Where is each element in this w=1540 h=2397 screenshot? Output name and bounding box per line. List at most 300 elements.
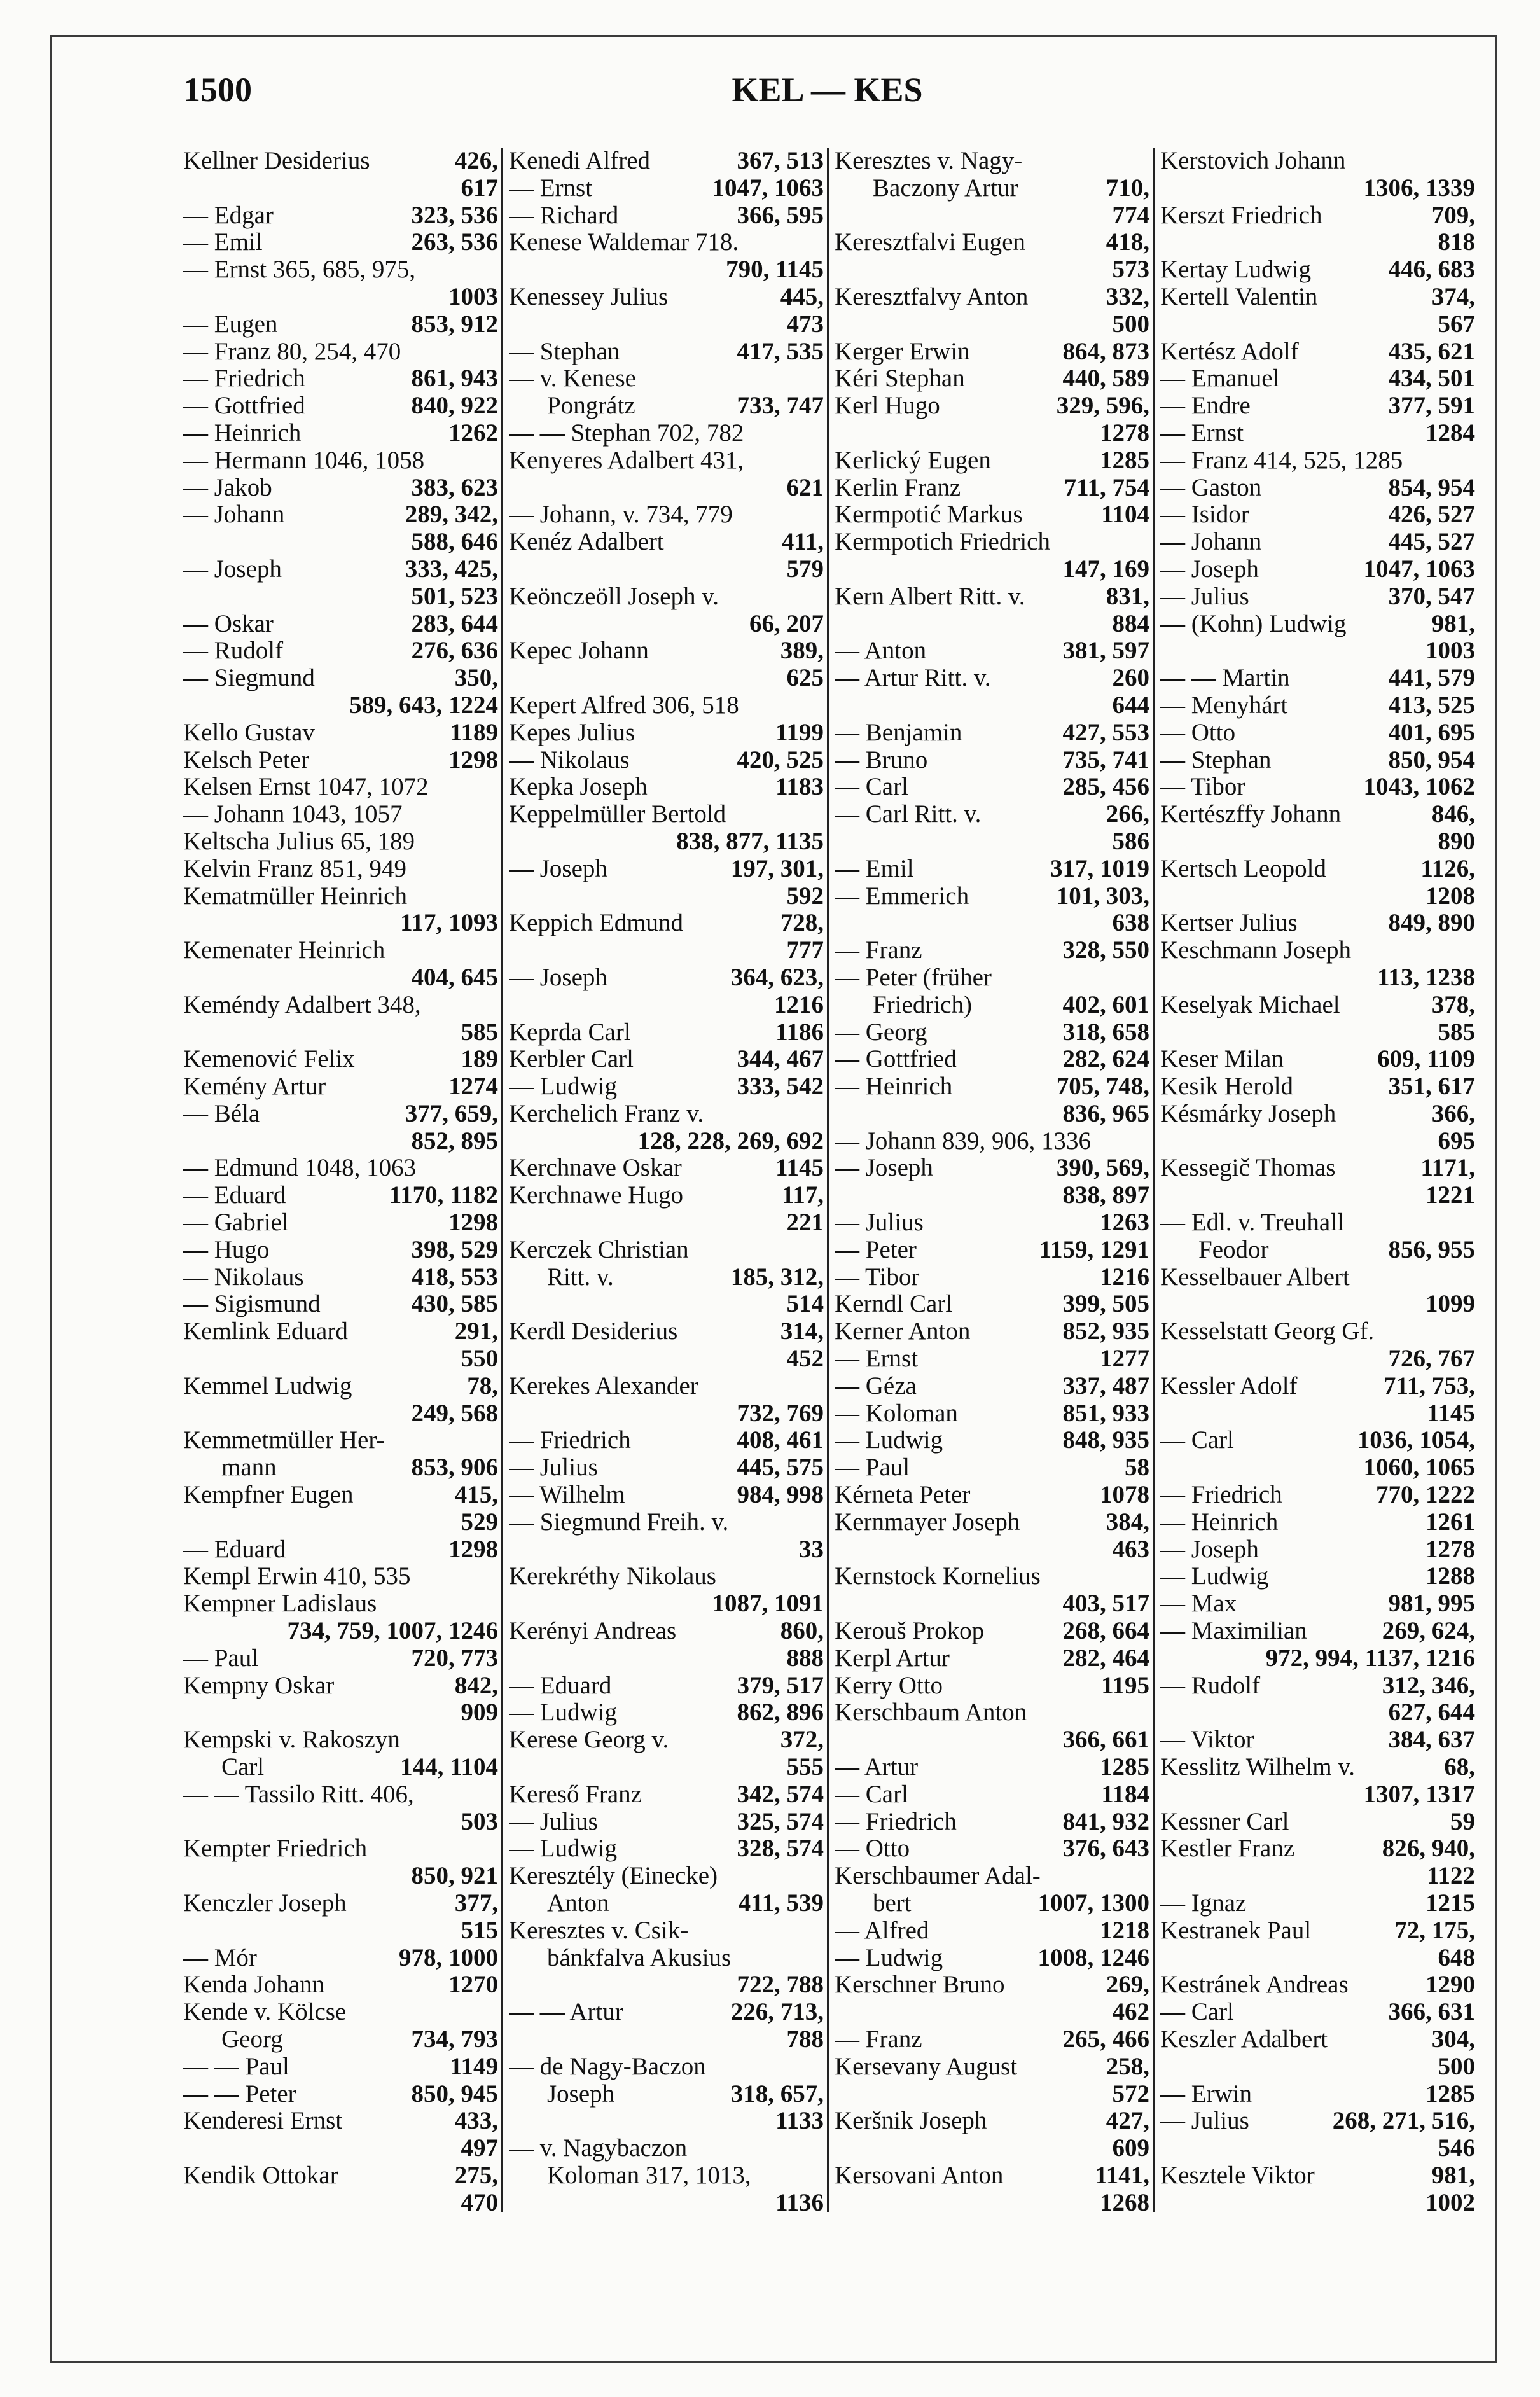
entry-name: — Paul — [835, 1454, 910, 1482]
index-entry — [183, 256, 498, 284]
index-entry — [183, 393, 498, 420]
index-entry — [183, 2026, 498, 2053]
index-continuation-line — [1160, 1400, 1475, 1428]
page-references: 1047, 1063 — [712, 174, 824, 202]
index-entry — [1160, 1999, 1475, 2026]
index-entry — [1160, 338, 1475, 366]
entry-name: Kemlink Eduard — [183, 1317, 348, 1345]
entry-name: — Franz 80, 254, 470 — [183, 337, 401, 365]
page-references: 1288 — [1426, 1562, 1475, 1590]
index-entry — [183, 2081, 498, 2108]
page-references: 318, 658 — [1062, 1018, 1149, 1046]
index-entry — [835, 1945, 1149, 1972]
page-references: 452 — [786, 1345, 824, 1373]
page-references: 323, 536 — [411, 201, 498, 229]
entry-name: — Ludwig — [509, 1699, 618, 1727]
entry-name: Kemmetmüller Her- — [183, 1426, 385, 1454]
entry-name: Kerekréthy Nikolaus — [509, 1562, 716, 1590]
index-entry — [183, 1454, 498, 1482]
index-continuation-line — [183, 529, 498, 556]
index-entry — [183, 1999, 498, 2026]
entry-name: — Gottfried — [835, 1045, 957, 1073]
entry-name: — — Stephan 702, 782 — [509, 419, 744, 447]
entry-name: Kesztele Viktor — [1160, 2161, 1315, 2189]
entry-name: Keselyak Michael — [1160, 990, 1340, 1018]
entry-name: — Georg — [835, 1018, 927, 1046]
page-references: 404, 645 — [411, 963, 498, 991]
entry-name: — Edmund 1048, 1063 — [183, 1154, 417, 1182]
page-references: 856, 955 — [1388, 1235, 1475, 1263]
entry-name: Kesik Herold — [1160, 1073, 1294, 1101]
page-references: 972, 994, 1137, 1216 — [1265, 1644, 1475, 1672]
page-references: 853, 912 — [411, 310, 498, 338]
page-references: 389, — [780, 637, 824, 665]
page-references: 826, 940, — [1382, 1835, 1475, 1863]
entry-name: — Ludwig — [509, 1073, 618, 1101]
index-continuation-line — [835, 256, 1149, 284]
index-entry — [509, 856, 824, 883]
page-references: 734, 759, 1007, 1246 — [287, 1617, 498, 1645]
entry-name: — Rudolf — [1160, 1671, 1261, 1699]
page-references: 1298 — [448, 1535, 498, 1563]
entry-name: — Ernst 365, 685, 975, — [183, 256, 416, 284]
page-references: 366, 631 — [1388, 1998, 1475, 2026]
page-references: 497 — [461, 2134, 498, 2162]
page-references: 59 — [1450, 1807, 1475, 1835]
index-entry — [835, 338, 1149, 366]
index-entry — [835, 719, 1149, 747]
index-entry — [509, 1618, 824, 1645]
entry-name: — Friedrich — [1160, 1481, 1282, 1509]
entry-name: — v. Nagybaczon — [509, 2134, 688, 2162]
index-continuation-line — [1160, 2053, 1475, 2081]
index-entry — [183, 148, 498, 175]
page-references: 366, — [1431, 1099, 1475, 1127]
index-continuation-line — [509, 311, 824, 338]
entry-name: Kerényi Andreas — [509, 1617, 677, 1645]
page-references: 1278 — [1426, 1535, 1475, 1563]
index-entry — [1160, 692, 1475, 719]
index-entry — [183, 311, 498, 338]
page-references: 890 — [1438, 827, 1475, 855]
index-entry — [509, 148, 824, 175]
index-entry — [835, 1373, 1149, 1400]
page-references: 861, 943 — [411, 365, 498, 393]
index-entry — [183, 937, 498, 964]
entry-name: — Hugo — [183, 1235, 270, 1263]
entry-name: — Friedrich — [183, 365, 305, 393]
entry-name: — Ludwig — [835, 1426, 943, 1454]
entry-name: Kerner Anton — [835, 1317, 971, 1345]
index-continuation-line — [1160, 883, 1475, 910]
page-references: 1208 — [1426, 882, 1475, 910]
page-references: 378, — [1431, 990, 1475, 1018]
entry-name: Kerl Hugo — [835, 392, 940, 420]
entry-name: — Julius — [1160, 2107, 1249, 2135]
page-references: 1002 — [1426, 2188, 1475, 2215]
entry-name: — Stephan — [509, 337, 620, 365]
entry-name: — Emmerich — [835, 882, 969, 910]
index-continuation-line — [835, 1182, 1149, 1209]
page-references: 351, 617 — [1388, 1073, 1475, 1101]
index-column-2 — [509, 148, 824, 2215]
entry-name: Kessner Carl — [1160, 1807, 1289, 1835]
page-references: 381, 597 — [1062, 637, 1149, 665]
index-entry — [183, 611, 498, 638]
page-references: 981, — [1431, 2161, 1475, 2189]
entry-name: mann — [221, 1454, 277, 1482]
page-references: 1186 — [775, 1018, 824, 1046]
entry-name: — Rudolf — [183, 637, 284, 665]
page-references: 846, — [1431, 800, 1475, 828]
index-entry — [835, 801, 1149, 828]
entry-name: Kesslitz Wilhelm v. — [1160, 1753, 1356, 1781]
page-references: 366, 661 — [1062, 1726, 1149, 1754]
entry-name: — Siegmund Freih. v. — [509, 1508, 729, 1536]
index-entry — [835, 1863, 1149, 1890]
index-continuation-line — [1160, 1945, 1475, 1972]
index-entry — [835, 175, 1149, 202]
index-entry — [183, 665, 498, 692]
page-references: 1284 — [1426, 419, 1475, 447]
page-references: 1298 — [448, 1209, 498, 1237]
index-continuation-line — [183, 1128, 498, 1155]
entry-name: Kerchnawe Hugo — [509, 1181, 683, 1209]
entry-name: — Ludwig — [509, 1835, 618, 1863]
index-entry — [509, 747, 824, 774]
index-continuation-line — [1160, 1781, 1475, 1809]
index-entry — [183, 1563, 498, 1590]
entry-name: Kenczler Joseph — [183, 1889, 347, 1917]
entry-name: Kersovani Anton — [835, 2161, 1004, 2189]
index-entry — [183, 1536, 498, 1564]
index-entry — [1160, 1373, 1475, 1400]
entry-name: — (Kohn) Ludwig — [1160, 609, 1347, 637]
index-column-3 — [835, 148, 1149, 2215]
index-entry — [835, 1046, 1149, 1073]
index-continuation-line — [509, 1400, 824, 1428]
index-entry — [1160, 1917, 1475, 1945]
entry-name: Kepka Joseph — [509, 773, 648, 801]
entry-name: Kepec Johann — [509, 637, 649, 665]
page-references: 588, 646 — [411, 528, 498, 556]
index-entry — [183, 2108, 498, 2135]
page-references: 705, 748, — [1056, 1073, 1149, 1101]
index-continuation-line — [509, 1536, 824, 1564]
index-entry — [509, 964, 824, 992]
page-references: 1277 — [1100, 1345, 1149, 1373]
index-entry — [1160, 501, 1475, 529]
index-entry — [183, 1209, 498, 1237]
entry-name: Kernmayer Joseph — [835, 1508, 1020, 1536]
entry-name: Kempl Erwin 410, 535 — [183, 1562, 411, 1590]
entry-name: Kereső Franz — [509, 1780, 642, 1808]
page-references: 1043, 1062 — [1363, 773, 1475, 801]
index-entry — [1160, 447, 1475, 475]
index-entry — [1160, 1754, 1475, 1781]
index-entry — [1160, 1237, 1475, 1264]
entry-name: Keönczeöll Joseph v. — [509, 582, 719, 610]
index-entry — [183, 338, 498, 366]
page-references: 420, 525 — [737, 746, 824, 774]
index-entry — [1160, 1209, 1475, 1237]
entry-name: — Hermann 1046, 1058 — [183, 446, 425, 474]
index-entry — [509, 365, 824, 393]
entry-name: — Bruno — [835, 746, 928, 774]
index-entry — [1160, 1590, 1475, 1618]
page-references: 364, 623, — [730, 963, 824, 991]
index-entry — [835, 1427, 1149, 1454]
entry-name: Kelvin Franz 851, 949 — [183, 854, 406, 882]
index-entry — [1160, 420, 1475, 447]
entry-name: — Friedrich — [509, 1426, 631, 1454]
index-continuation-line — [509, 475, 824, 502]
entry-name: Carl — [221, 1753, 265, 1781]
page-references: 462 — [1112, 1998, 1149, 2026]
page-references: 377, — [454, 1889, 498, 1917]
page-references: 376, 643 — [1062, 1835, 1149, 1863]
index-continuation-line — [835, 556, 1149, 583]
index-entry — [509, 910, 824, 937]
index-continuation-line — [509, 1345, 824, 1373]
index-entry — [1160, 1835, 1475, 1863]
page-references: 433, — [454, 2107, 498, 2135]
page-references: 366, 595 — [737, 201, 824, 229]
page-references: 579 — [786, 555, 824, 583]
index-entry — [835, 583, 1149, 611]
entry-name: — Ignaz — [1160, 1889, 1247, 1917]
entry-name: — Johann 839, 906, 1336 — [835, 1127, 1091, 1155]
index-continuation-line — [183, 1345, 498, 1373]
page-references: 770, 1222 — [1376, 1481, 1475, 1509]
entry-name: Kéri Stephan — [835, 365, 965, 393]
index-continuation-line — [183, 583, 498, 611]
index-entry — [509, 637, 824, 665]
entry-name: — Endre — [1160, 392, 1251, 420]
index-continuation-line — [835, 692, 1149, 719]
entry-name: — Menyhárt — [1160, 691, 1288, 719]
entry-name: — v. Kenese — [509, 365, 636, 393]
index-entry — [509, 1373, 824, 1400]
entry-name: — Eduard — [509, 1671, 612, 1699]
page-references: 1171, — [1420, 1154, 1475, 1182]
page-references: 550 — [461, 1345, 498, 1373]
page-references: 850, 954 — [1388, 746, 1475, 774]
entry-name: Kerese Georg v. — [509, 1726, 669, 1754]
index-continuation-line — [835, 2135, 1149, 2162]
entry-name: — Johann 1043, 1057 — [183, 800, 403, 828]
index-entry — [509, 1482, 824, 1509]
entry-name: Kerschbaum Anton — [835, 1699, 1027, 1727]
index-entry — [509, 583, 824, 611]
page-references: 408, 461 — [737, 1426, 824, 1454]
page-references: 147, 169 — [1062, 555, 1149, 583]
page-references: 1268 — [1100, 2188, 1149, 2215]
entry-name: — Johann — [1160, 528, 1262, 556]
index-entry — [1160, 1101, 1475, 1128]
entry-name: Keresztes v. Nagy- — [835, 148, 1023, 174]
index-entry — [183, 992, 498, 1019]
page-references: 1218 — [1100, 1916, 1149, 1944]
entry-name: Kesselbauer Albert — [1160, 1263, 1350, 1291]
index-entry — [835, 1454, 1149, 1482]
index-entry — [509, 229, 824, 256]
page-references: 838, 877, 1135 — [676, 827, 824, 855]
index-entry — [183, 1101, 498, 1128]
page-references: 249, 568 — [411, 1399, 498, 1427]
index-entry — [183, 365, 498, 393]
index-entry — [1160, 992, 1475, 1019]
index-entry — [1160, 856, 1475, 883]
index-entry — [509, 1890, 824, 1917]
entry-name: Kestler Franz — [1160, 1835, 1295, 1863]
page-references: 269, — [1106, 1971, 1149, 1999]
entry-name: — Emil — [183, 228, 263, 256]
entry-name: Keppelmüller Bertold — [509, 800, 726, 828]
page-references: 848, 935 — [1062, 1426, 1149, 1454]
index-entry — [509, 801, 824, 828]
index-entry — [835, 1618, 1149, 1645]
entry-name: — Julius — [1160, 582, 1249, 610]
entry-name: — Ludwig — [1160, 1562, 1269, 1590]
index-entry — [835, 1699, 1149, 1727]
index-entry — [1160, 1264, 1475, 1291]
page-references: 291, — [454, 1317, 498, 1345]
page-references: 144, 1104 — [400, 1753, 498, 1781]
entry-name: — Paul — [183, 1644, 259, 1672]
index-entry — [183, 1754, 498, 1781]
page-references: 372, — [780, 1726, 824, 1754]
page-references: 503 — [461, 1807, 498, 1835]
entry-name: Kertay Ludwig — [1160, 256, 1312, 284]
entry-name: Keresztfalvi Eugen — [835, 228, 1025, 256]
page-references: 788 — [786, 2025, 824, 2053]
index-entry — [183, 1645, 498, 1672]
page-references: 733, 747 — [737, 392, 824, 420]
entry-name: Anton — [547, 1889, 609, 1917]
index-continuation-line — [835, 1536, 1149, 1564]
index-entry — [183, 637, 498, 665]
entry-name: Kestranek Paul — [1160, 1916, 1312, 1944]
index-entry — [509, 1101, 824, 1128]
page-references: 314, — [780, 1317, 824, 1345]
index-entry — [835, 747, 1149, 774]
entry-name: — Eugen — [183, 310, 278, 338]
index-continuation-line — [183, 175, 498, 202]
entry-name: Kersevany August — [835, 2052, 1018, 2080]
page-references: 383, 623 — [411, 473, 498, 501]
entry-name: — de Nagy-Baczon — [509, 2052, 706, 2080]
index-entry — [1160, 2081, 1475, 2108]
index-continuation-line — [835, 420, 1149, 447]
index-entry — [509, 1454, 824, 1482]
index-entry — [183, 1182, 498, 1209]
entry-name: — Gaston — [1160, 473, 1262, 501]
page-references: 1149 — [450, 2052, 498, 2080]
page-references: 1285 — [1100, 446, 1149, 474]
page-references: 1060, 1065 — [1363, 1454, 1475, 1482]
page-references: 864, 873 — [1062, 337, 1149, 365]
index-continuation-line — [183, 1809, 498, 1836]
page-references: 1087, 1091 — [712, 1590, 824, 1618]
entry-name: Kerndl Carl — [835, 1290, 953, 1318]
page-references: 638 — [1112, 909, 1149, 937]
index-continuation-line — [835, 1727, 1149, 1754]
page-references: 1285 — [1426, 2080, 1475, 2108]
index-entry — [835, 1672, 1149, 1700]
index-continuation-line — [835, 202, 1149, 230]
entry-name: Kerlický Eugen — [835, 446, 991, 474]
page-references: 1099 — [1426, 1290, 1475, 1318]
page-references: 1133 — [775, 2107, 824, 2135]
index-continuation-line — [1160, 2190, 1475, 2215]
index-entry — [509, 1318, 824, 1345]
page-references: 851, 933 — [1062, 1399, 1149, 1427]
page-references: 529 — [461, 1508, 498, 1536]
index-entry — [509, 1182, 824, 1209]
entry-name: Keresztfalvy Anton — [835, 282, 1029, 310]
index-continuation-line — [509, 1128, 824, 1155]
entry-name: bert — [873, 1889, 912, 1917]
index-entry — [835, 2053, 1149, 2081]
entry-name: — Tibor — [1160, 773, 1245, 801]
page-references: 567 — [1438, 310, 1475, 338]
page-references: 185, 312, — [730, 1263, 824, 1291]
page-references: 592 — [786, 882, 824, 910]
entry-name: — — Peter — [183, 2080, 296, 2108]
index-entry — [183, 556, 498, 583]
page-references: 1199 — [775, 718, 824, 746]
page-references: 572 — [1112, 2080, 1149, 2108]
index-entry — [835, 2026, 1149, 2053]
entry-name: Kerschbaumer Adal- — [835, 1862, 1041, 1890]
index-entry — [835, 1971, 1149, 1999]
index-entry — [183, 1155, 498, 1182]
entry-name: Kermpotich Friedrich — [835, 528, 1050, 556]
page-references: 379, 517 — [737, 1671, 824, 1699]
index-entry — [183, 828, 498, 856]
page-references: 265, 466 — [1062, 2025, 1149, 2053]
index-entry — [835, 1563, 1149, 1590]
page-references: 342, 574 — [737, 1780, 824, 1808]
entry-name: Kerekes Alexander — [509, 1372, 698, 1400]
page-references: 275, — [454, 2161, 498, 2189]
entry-name: — Benjamin — [835, 718, 962, 746]
entry-name: — Heinrich — [1160, 1508, 1279, 1536]
entry-name: bánkfalva Akusius — [547, 1943, 732, 1971]
entry-name: — Carl — [1160, 1998, 1234, 2026]
index-entry — [509, 202, 824, 230]
index-continuation-line — [1160, 1128, 1475, 1155]
index-entry — [509, 1073, 824, 1101]
page-references: 585 — [461, 1018, 498, 1046]
entry-name: Késmárky Joseph — [1160, 1099, 1336, 1127]
page-references: 573 — [1112, 256, 1149, 284]
page-references: 1145 — [775, 1154, 824, 1182]
index-continuation-line — [509, 2108, 824, 2135]
entry-name: Kerouš Prokop — [835, 1617, 985, 1645]
page-references: 427, 553 — [1062, 718, 1149, 746]
index-columns — [183, 148, 1475, 2215]
page-references: 1047, 1063 — [1363, 555, 1475, 583]
entry-name: — — Paul — [183, 2052, 289, 2080]
index-entry — [1160, 719, 1475, 747]
index-entry — [835, 1809, 1149, 1836]
entry-name: Keršnik Joseph — [835, 2107, 987, 2135]
page-references: 609, 1109 — [1377, 1045, 1475, 1073]
index-entry — [509, 1945, 824, 1972]
page-references: 370, 547 — [1388, 582, 1475, 610]
